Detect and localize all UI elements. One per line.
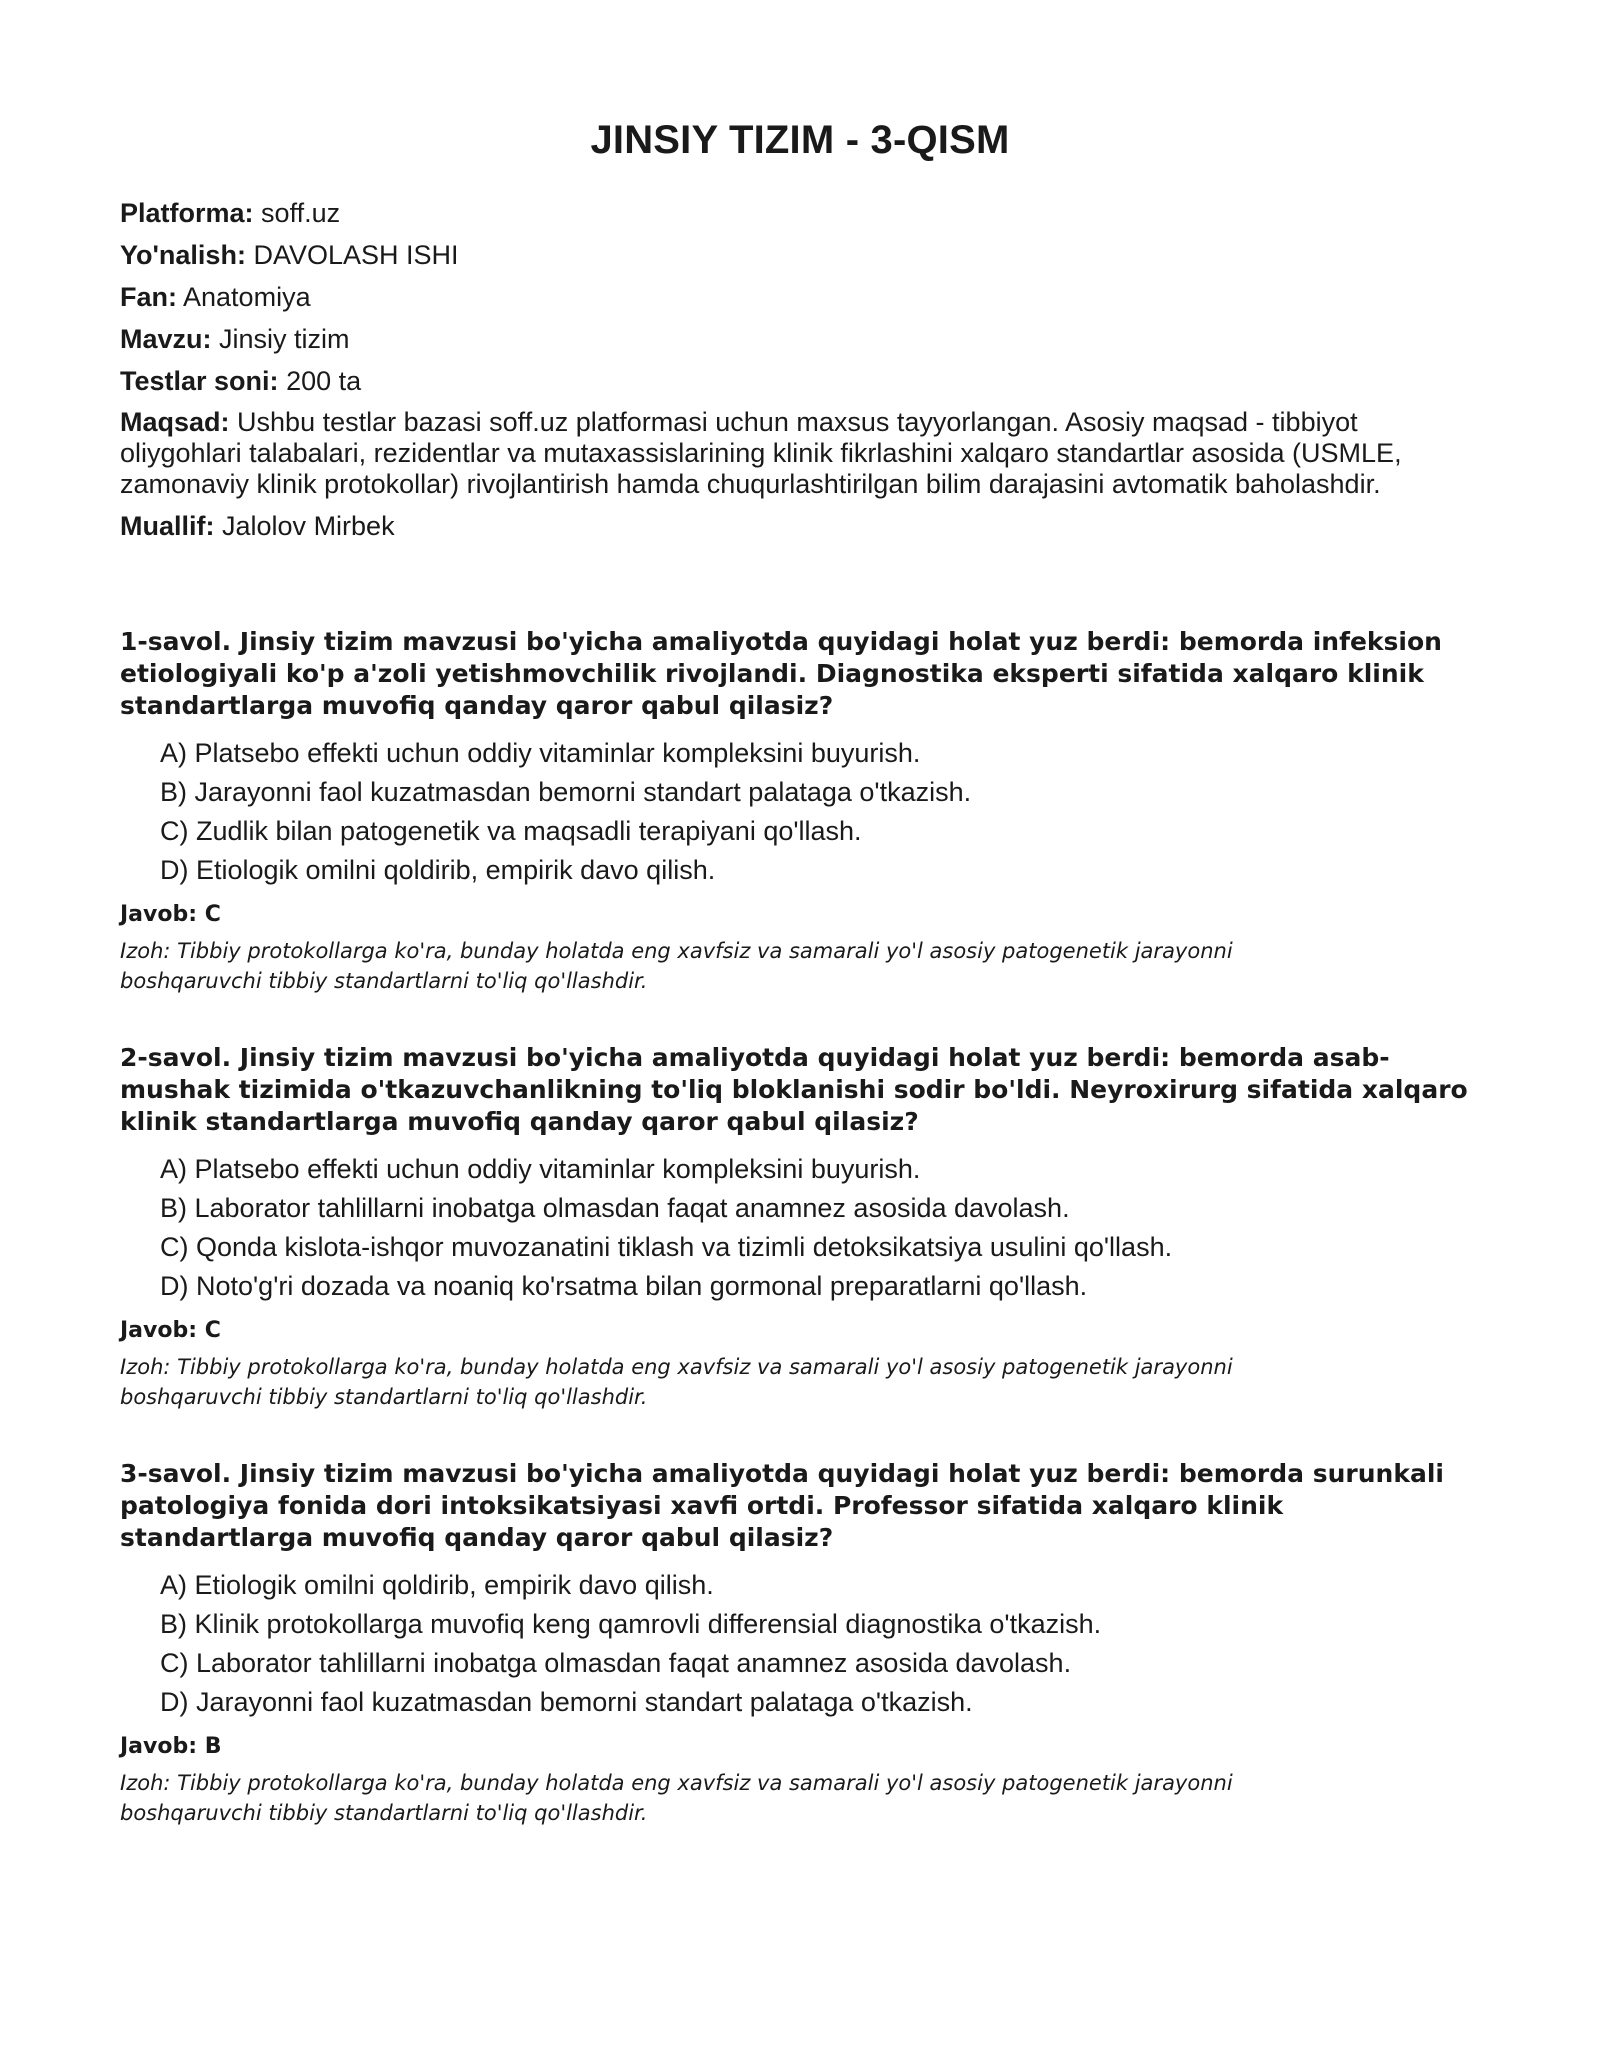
meta-direction [120, 239, 1480, 271]
question-block [120, 626, 1480, 996]
meta-value: soff.uz [261, 198, 341, 228]
question-block [120, 1042, 1480, 1412]
meta-label: Maqsad: [120, 407, 230, 437]
option-a: A) Etiologik omilni qoldirib, empirik davo qilish. [160, 1570, 714, 1600]
option-b: B) Jarayonni faol kuzatmasdan bemorni standart palataga o'tkazish. [160, 777, 972, 807]
meta-value: Ushbu testlar bazasi soff.uz platformasi uchun maxsus tayyorlangan. Asosiy maqsad - tibbiyot oliygohlari talabalari, rezidentlar va mutaxassislarining klinik fikrlashini xalqaro standartlar asosida (USMLE, zamonaviy klinik protokollar) rivojlantirish hamda chuqurlashtirilgan bilim darajasini avtomatik baholashdir. [120, 407, 1402, 499]
option-c: C) Laborator tahlillarni inobatga olmasdan faqat anamnez asosida davolash. [160, 1648, 1072, 1678]
options-list [120, 734, 1480, 890]
option-b: B) Klinik protokollarga muvofiq keng qamrovli differensial diagnostika o'tkazish. [160, 1609, 1102, 1639]
question-text: 1-savol. Jinsiy tizim mavzusi bo'yicha amaliyotda quyidagi holat yuz berdi: bemorda infeksion etiologiyali ko'p a'zoli yetishmovchilik rivojlandi. Diagnostika eksperti sifatida xalqaro klinik standartlarga muvofiq qanday qaror qabul qilasiz? [120, 627, 1442, 720]
meta-value: DAVOLASH ISHI [253, 240, 459, 270]
meta-label: Platforma: [120, 198, 254, 228]
meta-test-count [120, 365, 1480, 397]
meta-value: Jalolov Mirbek [222, 511, 395, 541]
option-a: A) Platsebo effekti uchun oddiy vitaminlar kompleksini buyurish. [160, 738, 921, 768]
meta-subject [120, 281, 1480, 313]
explanation-text: Izoh: Tibbiy protokollarga ko'ra, bunday holatda eng xavfsiz va samarali yo'l asosiy patogenetik jarayonni boshqaruvchi tibbiy standartlarni to'liq qo'llashdir. [120, 939, 1233, 993]
explanation-text: Izoh: Tibbiy protokollarga ko'ra, bunday holatda eng xavfsiz va samarali yo'l asosiy patogenetik jarayonni boshqaruvchi tibbiy standartlarni to'liq qo'llashdir. [120, 1771, 1233, 1825]
meta-value: 200 ta [286, 366, 362, 396]
option-d: D) Jarayonni faol kuzatmasdan bemorni standart palataga o'tkazish. [160, 1687, 973, 1717]
meta-platform [120, 197, 1480, 229]
option-b: B) Laborator tahlillarni inobatga olmasdan faqat anamnez asosida davolash. [160, 1193, 1070, 1223]
questions-list [120, 626, 1480, 1828]
meta-label: Testlar soni: [120, 366, 279, 396]
meta-label: Yo'nalish: [120, 240, 246, 270]
meta-purpose [120, 407, 1480, 500]
option-c: C) Qonda kislota-ishqor muvozanatini tiklash va tizimli detoksikatsiya usulini qo'llash. [160, 1232, 1173, 1262]
explanation-text: Izoh: Tibbiy protokollarga ko'ra, bunday holatda eng xavfsiz va samarali yo'l asosiy patogenetik jarayonni boshqaruvchi tibbiy standartlarni to'liq qo'llashdir. [120, 1355, 1233, 1409]
answer-label: Javob: B [120, 1734, 222, 1759]
meta-topic [120, 323, 1480, 355]
question-text: 3-savol. Jinsiy tizim mavzusi bo'yicha amaliyotda quyidagi holat yuz berdi: bemorda surunkali patologiya fonida dori intoksikatsiyasi xavfi ortdi. Professor sifatida xalqaro klinik standartlarga muvofiq qanday qaror qabul qilasiz? [120, 1459, 1444, 1552]
meta-author [120, 510, 1480, 542]
meta-label: Mavzu: [120, 324, 212, 354]
meta-label: Fan: [120, 282, 177, 312]
option-c: C) Zudlik bilan patogenetik va maqsadli terapiyani qo'llash. [160, 816, 862, 846]
meta-value: Anatomiya [183, 282, 311, 312]
page-title: JINSIY TIZIM - 3-QISM [590, 118, 1010, 162]
option-d: D) Noto'g'ri dozada va noaniq ko'rsatma bilan gormonal preparatlarni qo'llash. [160, 1271, 1088, 1301]
question-block [120, 1458, 1480, 1828]
answer-label: Javob: C [120, 1318, 221, 1343]
meta-label: Muallif: [120, 511, 215, 541]
option-d: D) Etiologik omilni qoldirib, empirik davo qilish. [160, 855, 716, 885]
options-list [120, 1566, 1480, 1722]
option-a: A) Platsebo effekti uchun oddiy vitaminlar kompleksini buyurish. [160, 1154, 921, 1184]
metadata-block [120, 197, 1480, 542]
answer-label: Javob: C [120, 902, 221, 927]
options-list [120, 1150, 1480, 1306]
question-text: 2-savol. Jinsiy tizim mavzusi bo'yicha amaliyotda quyidagi holat yuz berdi: bemorda asab-mushak tizimida o'tkazuvchanlikning to'liq bloklanishi sodir bo'ldi. Neyroxirurg sifatida xalqaro klinik standartlarga muvofiq qanday qaror qabul qilasiz? [120, 1043, 1468, 1136]
meta-value: Jinsiy tizim [219, 324, 350, 354]
